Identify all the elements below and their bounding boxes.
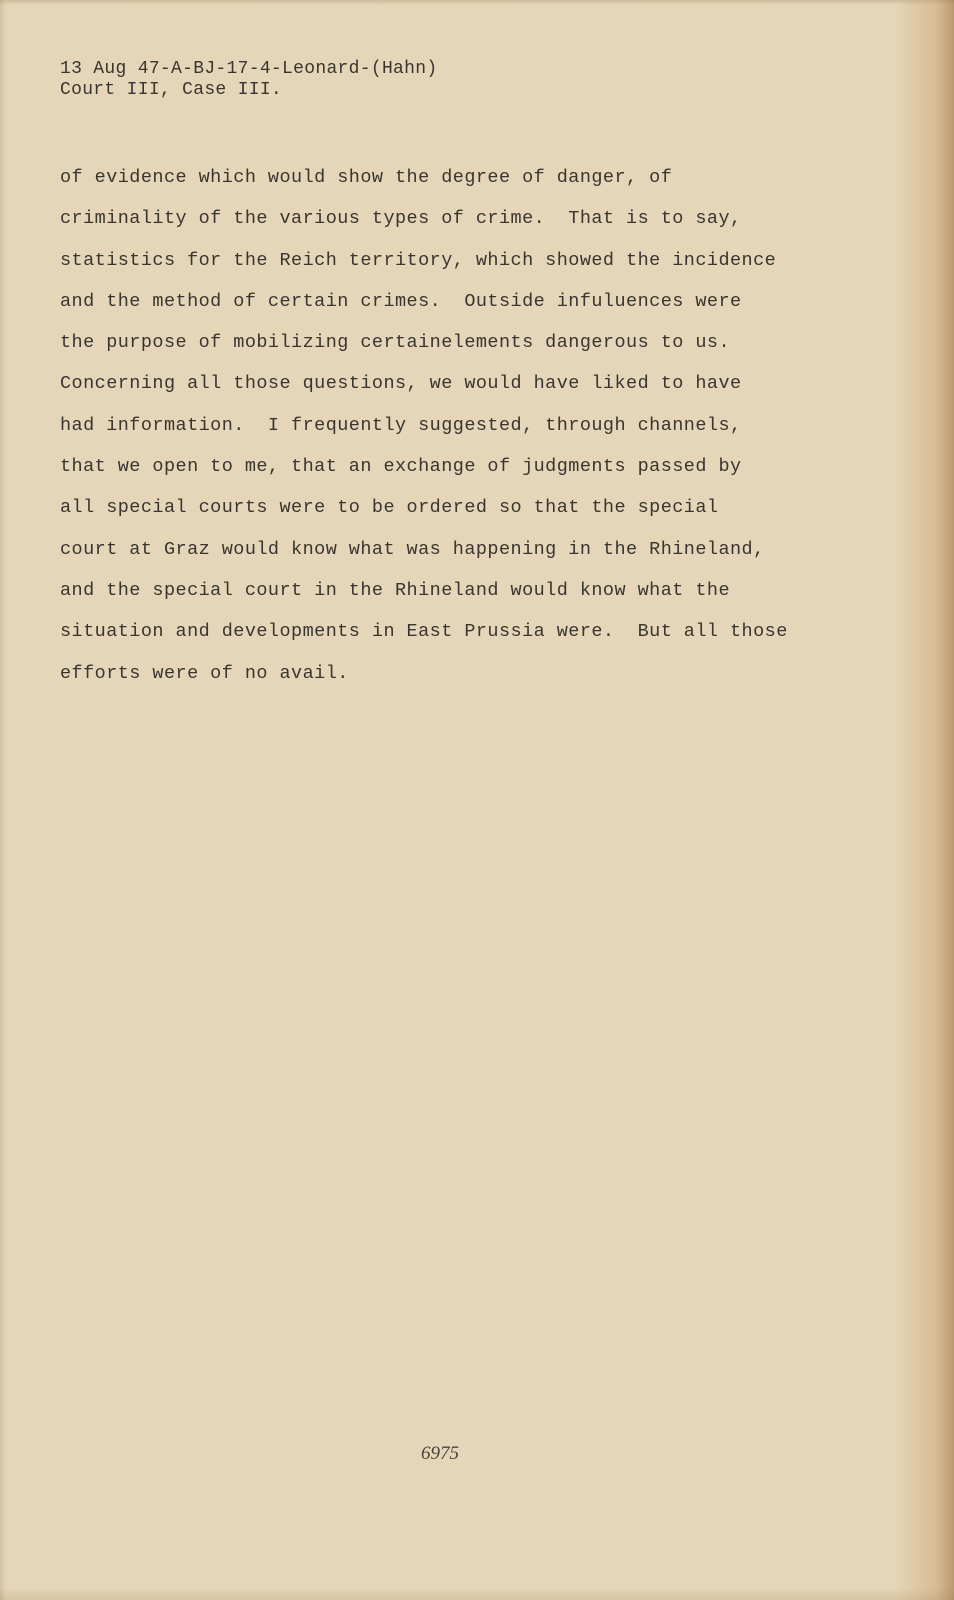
body-line: statistics for the Reich territory, which showed the incidence xyxy=(60,249,777,271)
body-line: situation and developments in East Prussia were. But all those xyxy=(60,621,788,643)
header-court-line: Court III, Case III. xyxy=(60,80,283,100)
body-line: court at Graz would know what was happening in the Rhineland, xyxy=(60,538,765,560)
body-line: and the method of certain crimes. Outside infuluences were xyxy=(60,290,742,312)
body-line: had information. I frequently suggested, through channels, xyxy=(60,414,742,436)
body-line: criminality of the various types of crime. That is to say, xyxy=(60,208,742,230)
body-line: Concerning all those questions, we would have liked to have xyxy=(60,373,742,395)
page-number: 6975 xyxy=(421,1443,459,1464)
body-line: efforts were of no avail. xyxy=(60,662,349,684)
header-reference-line: 13 Aug 47-A-BJ-17-4-Leonard-(Hahn) xyxy=(60,59,438,79)
body-line: all special courts were to be ordered so that the special xyxy=(60,497,719,519)
body-line: that we open to me, that an exchange of judgments passed by xyxy=(60,456,742,478)
document-body xyxy=(60,157,920,694)
body-line: of evidence which would show the degree of danger, of xyxy=(60,167,673,188)
body-line: the purpose of mobilizing certainelements dangerous to us. xyxy=(60,332,731,354)
document-header xyxy=(60,59,437,101)
body-line: and the special court in the Rhineland would know what the xyxy=(60,579,731,601)
